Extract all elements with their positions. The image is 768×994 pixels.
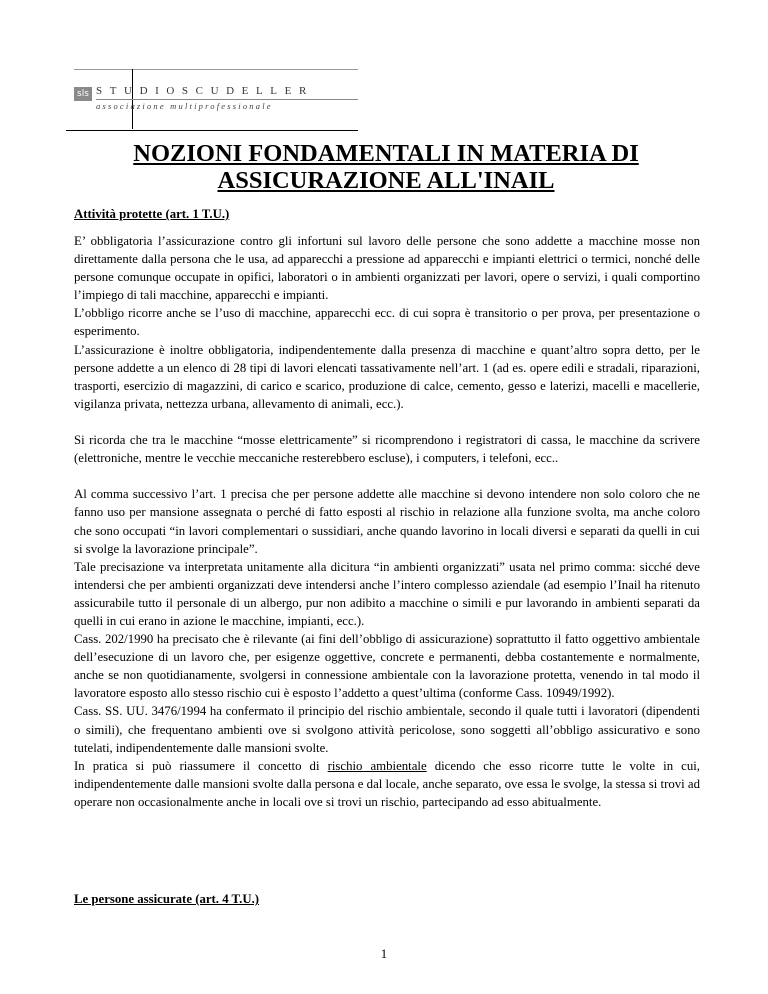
logo-badge-icon: sls — [74, 87, 92, 101]
underlined-term: rischio ambientale — [327, 758, 427, 773]
section-heading-persone-assicurate: Le persone assicurate (art. 4 T.U.) — [74, 892, 260, 906]
paragraph: Al comma successivo l’art. 1 precisa che per persone addette alle macchine si devono intendere non solo coloro che ne fanno uso per mansione assegnata o perché di fatto esposti al rischio in relazione alla funzione svolta, ma anche coloro che sono occupati “in lavori complementari o sussidiari, anche quando lavorino in locali diversi e separati da quelli in cui si svolge la lavorazione principale”. — [74, 487, 700, 556]
paragraph: Si ricorda che tra le macchine “mosse elettricamente” si ricomprendono i registratori di cassa, le macchine da scrivere (elettroniche, mentre le vecchie meccaniche resterebbero escluse), i computers, i telefoni, ecc.. — [74, 433, 700, 466]
section-heading-attivita-protette: Attività protette (art. 1 T.U.) — [74, 207, 230, 221]
logo-bottom-rule — [66, 130, 358, 131]
paragraph-rischio-ambientale — [74, 757, 700, 811]
logo-brand-name: STUDIOSCUDELLER — [96, 85, 314, 97]
document-body — [74, 232, 700, 811]
paragraph: Cass. 202/1990 ha precisato che è rilevante (ai fini dell’obbligo di assicurazione) soprattutto il fatto oggettivo ambientale dell’esecuzione di un lavoro che, per esigenze oggettive, concrete e permanenti, debba costantemente e normalmente, anche se non quotidianamente, svolgersi in connessione ambientale con la lavorazione protetta, venendo in tal modo il lavoratore esposto allo stesso rischio cui è esposto l’addetto a quest’ultima (conforme Cass. 10949/1992). — [74, 632, 700, 701]
text-run: In pratica si può riassumere il concetto di — [74, 758, 328, 773]
page-number: 1 — [380, 947, 388, 961]
logo-top-rule — [74, 69, 358, 70]
paragraph: L’obbligo ricorre anche se l’uso di macchine, apparecchi ecc. di cui sopra è transitorio o per prova, per presentazione o esperimento. — [74, 306, 700, 339]
studio-logo — [66, 69, 358, 131]
document-title: NOZIONI FONDAMENTALI IN MATERIA DI ASSICURAZIONE ALL'INAIL — [133, 140, 639, 194]
paragraph: Cass. SS. UU. 3476/1994 ha confermato il principio del rischio ambientale, secondo il quale tutti i lavoratori (dipendenti o simili), che frequentano ambienti ove si svolgono attività pericolose, sono soggetti all’obbligo assicurativo e sono tutelati, indipendentemente dalle mansioni svolte. — [74, 704, 700, 755]
paragraph: L’assicurazione è inoltre obbligatoria, indipendentemente dalla presenza di macchine e quant’altro sopra detto, per le persone addette a un elenco di 28 tipi di lavori elencati tassativamente nell’art. 1 (ad es. opere edili e stradali, riparazioni, trasporti, esercizio di magazzini, di carico e scarico, produzione di calce, cemento, gesso e laterizi, macelli e macellerie, vigilanza privata, nettezza urbana, allevamento di animali, ecc.). — [74, 342, 700, 411]
logo-subtitle: associazione multiprofessionale — [96, 101, 273, 111]
text-run: dicendo che esso ricorre tutte le volte in cui, indipendentemente dalle mansioni svolte dalla persona e dal locale, anche separato, ove essa le svolge, la stessa si trovi ad operare non occasionalmente anche in locali ove si trovi un rischio, partecipando ad esso abitualmente. — [74, 758, 701, 809]
paragraph: Tale precisazione va interpretata unitamente alla dicitura “in ambienti organizzati” usata nel primo comma: sicché deve intendersi che per ambienti organizzati deve intendersi anche l’intero complesso aziendale (ad esempio l’Inail ha ritenuto assicurabile tutto il personale di un albergo, pur non adibito a macchine o simili e pur lavorando in ambienti separati da quelli in cui erano in azione le macchine, impianti, ecc.). — [74, 559, 700, 628]
paragraph: E’ obbligatoria l’assicurazione contro gli infortuni sul lavoro delle persone che sono addette a macchine mosse non direttamente dalla persona che le usa, ad apparecchi a pressione ad apparecchi e impianti elettrici o termici, nonché delle persone comunque occupate in opifici, laboratori o in ambienti organizzati per lavori, opere o servizi, i quali comportino l’impiego di tali macchine, apparecchi e impianti. — [74, 234, 700, 303]
logo-divider — [96, 99, 358, 100]
